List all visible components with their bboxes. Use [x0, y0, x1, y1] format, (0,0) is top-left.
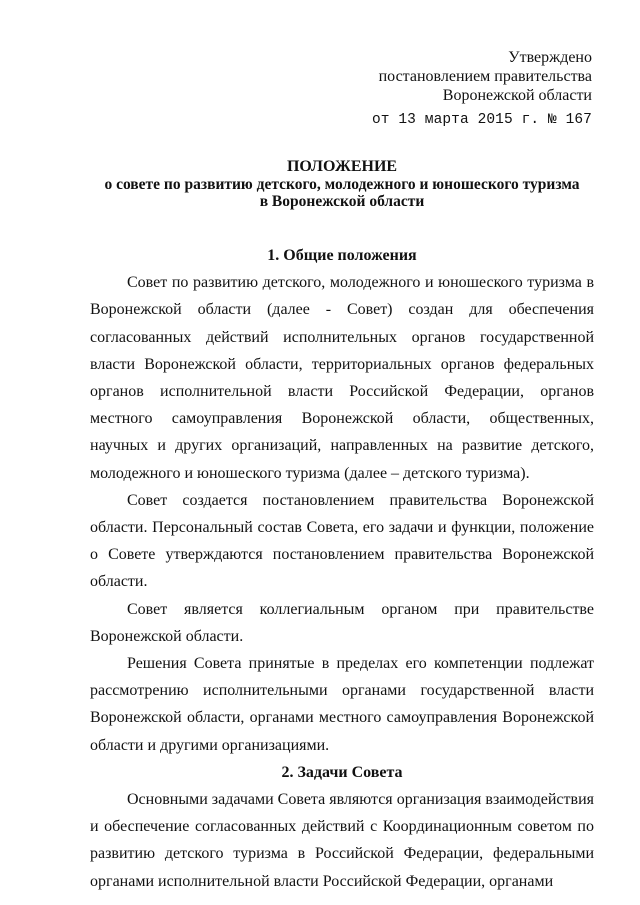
paragraph: Совет по развитию детского, молодежного и юношеского туризма в Воронежской области (далее - Совет) создан для обеспечения согласованных действий исполнительных органов государственной власти Воронежской области, территориальных органов федеральных органов исполнительной власти Российской Федерации, органов местного самоуправления Воронежской области, общественных, научных и других организаций, направленных на развитие детского, молодежного и юношеского туризма (далее – детского туризма).	[90, 274, 594, 482]
title-main: ПОЛОЖЕНИЕ	[286, 158, 398, 175]
paragraph: Основными задачами Совета являются организация взаимодействия и обеспечение согласованных действий с Координационным советом по развитию детского туризма в Российской Федерации, федеральными органами исполнительной власти Российской Федерации, органами	[90, 791, 594, 890]
approval-line-region: Воронежской области	[442, 87, 592, 104]
document-title	[90, 158, 594, 210]
title-subject: о совете по развитию детского, молодежного и юношеского туризма	[104, 176, 580, 193]
paragraph: Совет является коллегиальным органом при правительстве Воронежской области.	[90, 600, 594, 645]
approval-line-resolution: постановлением правительства	[378, 68, 592, 85]
section-heading-tasks: 2. Задачи Совета	[281, 763, 403, 781]
section-heading-general: 1. Общие положения	[267, 247, 417, 264]
title-region: в Воронежской области	[259, 193, 425, 210]
paragraph: Решения Совета принятые в пределах его компетенции подлежат рассмотрению исполнительными органами государственной власти Воронежской области, органами местного самоуправления Воронежской области и другими организациями.	[90, 655, 594, 754]
document-body	[90, 242, 594, 895]
approval-block	[372, 48, 592, 130]
approval-line-approved: Утверждено	[508, 49, 592, 66]
paragraph: Совет создается постановлением правительства Воронежской области. Персональный состав Совета, его задачи и функции, положение о Совете утверждаются постановлением правительства Воронежской области.	[90, 491, 594, 591]
approval-date-number: от 13 марта 2015 г. № 167	[371, 112, 592, 128]
